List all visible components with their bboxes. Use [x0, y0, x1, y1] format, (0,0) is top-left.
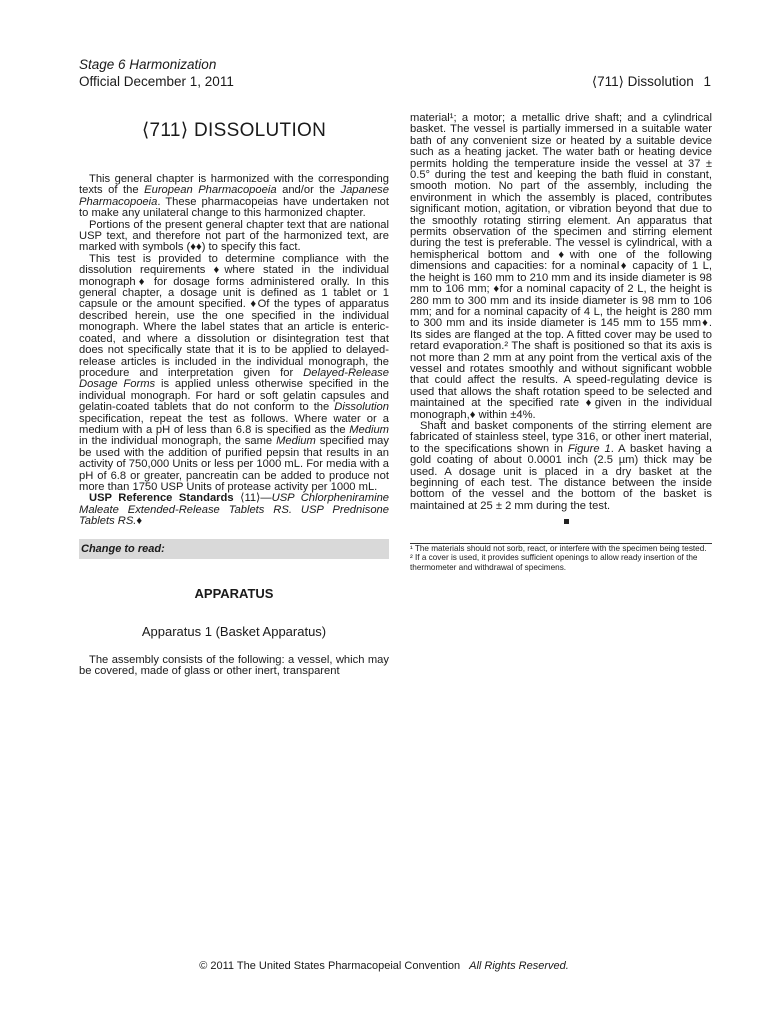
reference-standards-label: USP Reference Standards	[89, 492, 234, 505]
right-column	[410, 113, 712, 572]
text-run: specification, repeat the test as follows. Where water or a medium with a pH of less than 6.8 is specified as the	[79, 412, 389, 436]
text-run: Shaft and basket components of the stirring element are fabricated of stainless steel, type 316, or other inert material, to the specifications shown in	[410, 419, 712, 455]
page-number: 1	[703, 74, 711, 89]
end-marker-row	[410, 513, 712, 531]
text-run: . A basket having a gold coating of about 0.0001 inch (2.5 µm) thick may be used. A dosage unit is placed in a dry basket at the beginning of each test. The distance between the inside bottom of the vessel and the bottom of the basket is maintained at 25 ± 2 mm during the test.	[410, 442, 712, 512]
medium-ref: Medium	[276, 435, 316, 448]
page-footer	[0, 960, 768, 972]
text-run: specified may be used with the addition of purified pepsin that results in an activity of 750,000 Units or less per 1000 mL. For media with a pH of 6.8 or greater, pancreatin can be added to produce not more than 1750 USP Units of protease activity per 1000 mL.	[79, 435, 389, 493]
compliance-paragraph	[79, 254, 389, 494]
reference-standards	[79, 493, 389, 527]
section-heading: APPARATUS	[194, 585, 274, 601]
text-run: . These pharmacopeias have undertaken not to make any unilateral change to this harmonized chapter.	[79, 195, 389, 220]
national-text-paragraph: Portions of the present general chapter text that are national USP text, and therefore not part of the harmonized text, are marked with symbols (♦♦) to specify this fact.	[79, 218, 389, 254]
vessel-paragraph: material¹; a motor; a metallic drive shaft; and a cylindrical basket. The vessel is partially immersed in a suitable water bath of any convenient size or heated by a suitable device such as a heating jacket. The water bath or heating device permits holding the temperature inside the vessel at 37 ± 0.5° during the test and keeping the bath fluid in constant, smooth motion. No part of the assembly, including the environment in which the assembly is placed, contributes significant motion, agitation, or vibration beyond that due to the smoothly rotating stirring element. An apparatus that permits observation of the specimen and stirring element during the test is preferable. The vessel is cylindrical, with a hemispherical bottom and ♦with one of the following dimensions and capacities: for a nominal♦ capacity of 1 L, the height is 160 mm to 210 mm and its inside diameter is 98 mm to 106 mm; ♦for a nominal capacity of 2 L, the height is 280 mm to 300 mm and its inside diameter is 98 mm to 106 mm; and for a nominal capacity of 4 L, the height is 280 mm to 300 mm and its inside diameter is 145 mm to 155 mm♦. Its sides are flanged at the top. A fitted cover may be used to retard evaporation.² The shaft is positioned so that its axis is not more than 2 mm at any point from the vertical axis of the vessel and rotates smoothly and without significant wobble that could affect the results. A speed-regulating device is used that allows the shaft rotation speed to be selected and maintained at the specified rate ♦given in the individual monograph,♦ within ±4%.	[410, 112, 712, 421]
figure-1-ref[interactable]: Figure 1	[567, 442, 611, 455]
running-header-right	[592, 73, 711, 90]
stage-label: Stage 6 Harmonization	[79, 57, 217, 72]
intro-text	[79, 174, 389, 528]
harmonization-paragraph	[79, 174, 389, 220]
assembly-paragraph: The assembly consists of the following: a vessel, which may be covered, made of glass or other inert, transparent	[79, 653, 389, 677]
chapter-ref: ⟨711⟩ Dissolution	[591, 74, 694, 89]
apparatus-text	[79, 655, 389, 678]
medium-ref: Medium	[349, 423, 389, 436]
european-pharmacopoeia-ref: European Pharmacopoeia	[144, 184, 277, 197]
text-run: This general chapter is harmonized with the corresponding texts of the	[79, 173, 389, 197]
delayed-release-ref: Delayed-Release Dosage Forms	[79, 366, 389, 391]
text-run: This test is provided to determine compliance with the dissolution requirements ♦where stated in the individual monograph♦ for dosage forms administered orally. In this general chapter, a dosage unit is defined as 1 tablet or 1 capsule or the amount specified. ♦Of the types of apparatus described herein, use the one specified in the individual monograph. Where the label states that an article is enteric-coated, and where a dissolution or disintegration test that does not specifically state that it is to be applied to delayed-release articles is included in the individual monograph, the procedure and interpretation given for	[79, 252, 389, 379]
text-run: and/or the	[276, 184, 341, 197]
end-marker-icon	[564, 519, 569, 524]
shaft-basket-paragraph	[410, 421, 712, 512]
subsection-heading: Apparatus 1 (Basket Apparatus)	[141, 623, 327, 639]
chapter-title: ⟨711⟩ DISSOLUTION	[141, 120, 327, 141]
official-date: Official December 1, 2011	[79, 74, 234, 89]
japanese-pharmacopoeia-ref: Japanese Pharmacopoeia	[79, 184, 389, 208]
copyright-text: © 2011 The United States Pharmacopeial Convention	[199, 960, 461, 972]
text-run: is applied unless otherwise specified in the individual monograph. For hard or soft gelatin capsules and gelatin-coated tablets that do not conform to the	[79, 378, 389, 414]
left-column	[79, 113, 389, 677]
footnote-1: ¹ The materials should not sorb, react, or interfere with the specimen being tested.	[410, 544, 707, 554]
rights-text: All Rights Reserved.	[469, 960, 569, 972]
running-header-left	[79, 56, 234, 90]
dissolution-ref: Dissolution	[334, 401, 389, 414]
change-to-read-bar: Change to read:	[79, 539, 389, 559]
text-run: in the individual monograph, the same	[79, 435, 277, 448]
apparatus-continued-text	[410, 113, 712, 512]
reference-code: ⟨11⟩—	[233, 492, 272, 505]
footnote-2: ² If a cover is used, it provides sufficient openings to allow ready insertion of the thermometer and withdrawal of specimens.	[410, 553, 698, 572]
reference-items: USP Chlorpheniramine Maleate Extended-Release Tablets RS. USP Prednisone Tablets RS.♦	[79, 492, 390, 528]
